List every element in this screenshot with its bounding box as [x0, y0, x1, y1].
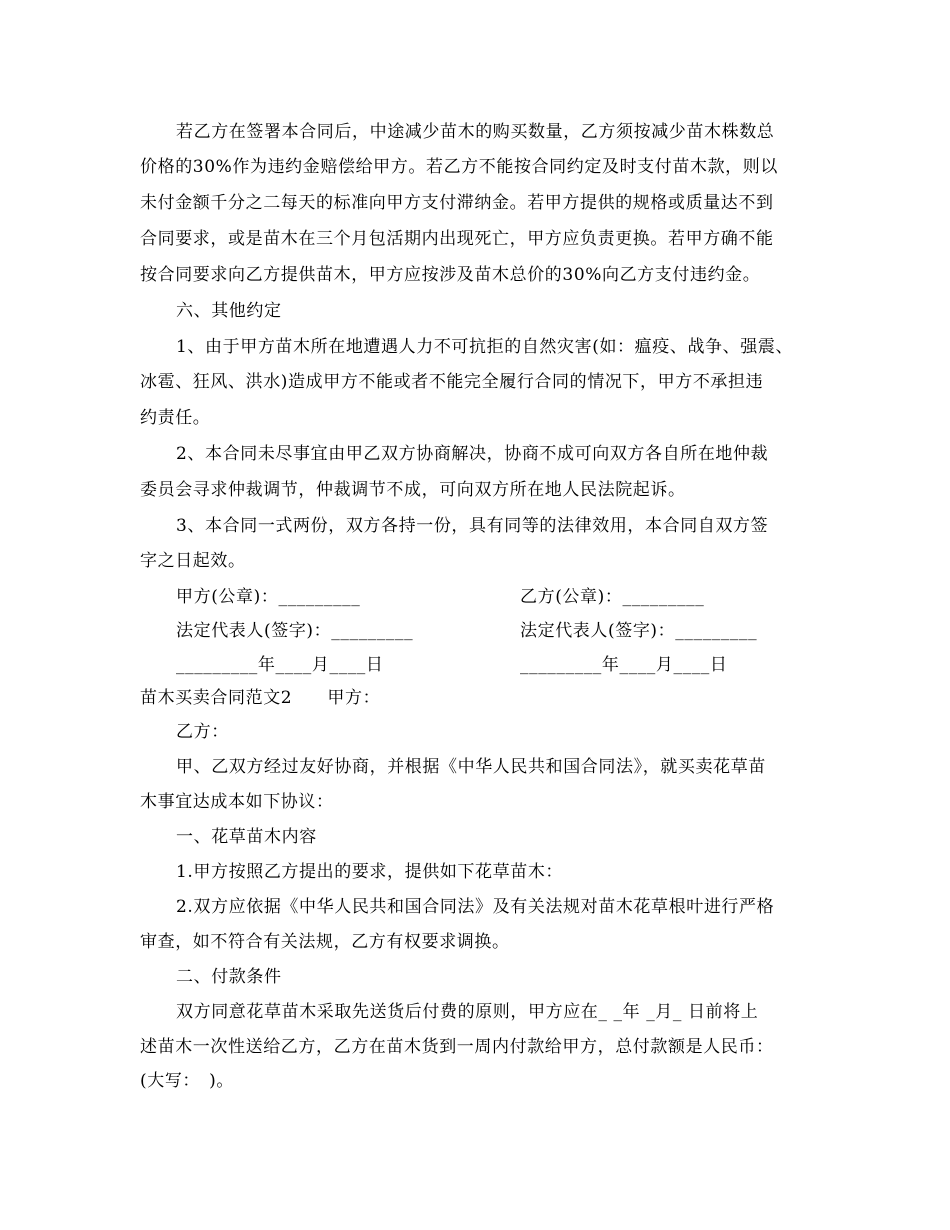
paragraph-line: 双方同意花草苗木采取先送货后付费的原则，甲方应在_ _年 _月_ 日前将上 — [176, 1002, 759, 1022]
paragraph-line: 价格的30%作为违约金赔偿给甲方。若乙方不能按合同约定及时支付苗木款，则以 — [140, 157, 778, 177]
contract2-party-b: 乙方： — [176, 722, 229, 742]
paragraph-line: 约责任。 — [140, 408, 211, 428]
paragraph-line: 委员会寻求仲裁调节，仲裁调节不成，可向双方所在地人民法院起诉。 — [140, 480, 686, 500]
party-b-seal: 乙方(公章)：_________ — [520, 587, 705, 607]
paragraph-line: 3、本合同一式两份，双方各持一份，具有同等的法律效用，本合同自双方签 — [176, 516, 769, 536]
party-a-seal: 甲方(公章)：_________ — [176, 587, 361, 607]
party-a-representative: 法定代表人(签字)：_________ — [176, 621, 414, 641]
paragraph-line: 合同要求，或是苗木在三个月包活期内出现死亡，甲方应负责更换。若甲方确不能 — [140, 229, 774, 249]
paragraph-line: 按合同要求向乙方提供苗木，甲方应按涉及苗木总价的30%向乙方支付违约金。 — [140, 265, 761, 285]
paragraph-line: 未付金额千分之二每天的标准向甲方支付滞纳金。若甲方提供的规格或质量达不到 — [140, 193, 774, 213]
paragraph-line: 述苗木一次性送给乙方，乙方在苗木货到一周内付款给甲方，总付款额是人民币： — [140, 1037, 774, 1057]
paragraph-line: 字之日起效。 — [140, 551, 246, 571]
paragraph-line: 2、本合同未尽事宜由甲乙双方协商解决，协商不成可向双方各自所在地仲裁 — [176, 444, 769, 464]
paragraph-line: 2.双方应依据《中华人民共和国合同法》及有关法规对苗木花草根叶进行严格 — [176, 897, 775, 917]
party-b-representative: 法定代表人(签字)：_________ — [520, 621, 758, 641]
section-title: 六、其他约定 — [176, 301, 282, 321]
paragraph-line: 冰雹、狂风、洪水)造成甲方不能或者不能完全履行合同的情况下，甲方不承担违 — [140, 372, 764, 392]
section-title: 二、付款条件 — [176, 967, 282, 987]
paragraph-line: 木事宜达成本如下协议： — [140, 792, 334, 812]
paragraph-line: 若乙方在签署本合同后，中途减少苗木的购买数量，乙方须按减少苗木株数总 — [176, 122, 775, 142]
section-title: 一、花草苗木内容 — [176, 827, 317, 847]
paragraph-line: (大写： )。 — [140, 1071, 234, 1091]
paragraph-line: 1.甲方按照乙方提出的要求，提供如下花草苗木： — [176, 862, 564, 882]
paragraph-line: 甲、乙双方经过友好协商，并根据《中华人民共和国合同法》，就买卖花草苗 — [176, 757, 766, 777]
party-b-date: _________年____月____日 — [520, 655, 728, 675]
paragraph-line: 审查，如不符合有关法规，乙方有权要求调换。 — [140, 932, 510, 952]
contract2-heading: 苗木买卖合同范文2 甲方： — [140, 688, 381, 708]
party-a-date: _________年____月____日 — [176, 655, 384, 675]
paragraph-line: 1、由于甲方苗木所在地遭遇人力不可抗拒的自然灾害(如：瘟疫、战争、强震、 — [176, 337, 794, 357]
